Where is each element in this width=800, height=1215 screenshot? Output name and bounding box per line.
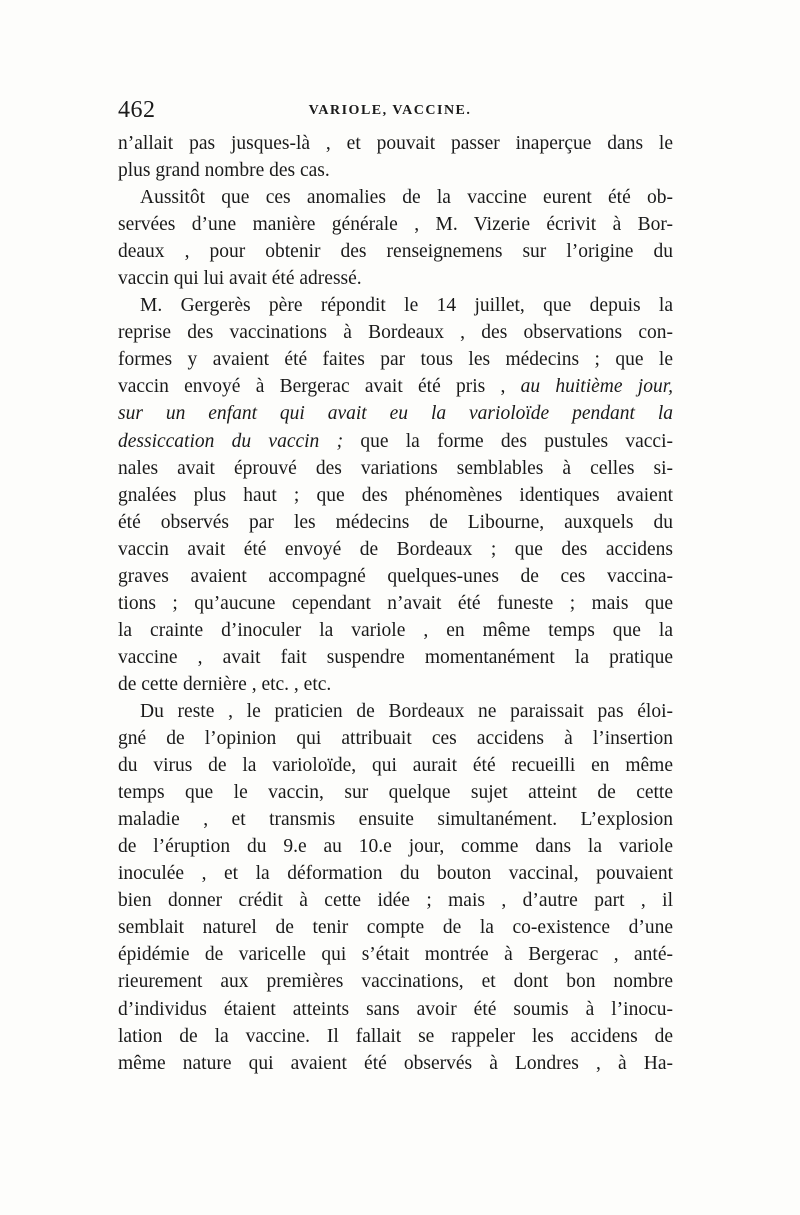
text-span: Du reste , le praticien de Bordeaux ne paraissait pas éloi- (140, 700, 673, 722)
italic-text: au huitième jour, (520, 376, 673, 398)
text-line (118, 644, 673, 671)
text-span: vaccin qui lui avait été adressé. (118, 268, 362, 290)
text-span: plus grand nombre des cas. (118, 160, 330, 182)
page-number: 462 (118, 97, 156, 123)
text-line (118, 563, 673, 590)
text-span: du virus de la varioloïde, qui aurait été recueilli en même (118, 755, 673, 777)
text-line (118, 752, 673, 779)
text-span: gnalées plus haut ; que des phénomènes identiques avaient (118, 484, 673, 506)
text-line (118, 779, 673, 806)
text-span: vaccin envoyé à Bergerac avait été pris , (118, 376, 521, 398)
text-line (118, 671, 673, 698)
text-line (118, 211, 673, 238)
text-line (118, 428, 673, 455)
text-span: maladie , et transmis ensuite simultanément. L’explosion (118, 809, 673, 831)
text-line (118, 941, 673, 968)
text-span: tions ; qu’aucune cependant n’avait été funeste ; mais que (118, 592, 673, 614)
text-line (118, 373, 673, 400)
text-line (118, 617, 673, 644)
running-head: VARIOLE, VACCINE. (308, 103, 472, 118)
text-span: n’allait pas jusques-là , et pouvait passer inaperçue dans le (118, 133, 673, 154)
text-line (118, 455, 673, 482)
text-line (118, 509, 673, 536)
text-span: été observés par les médecins de Libourne, auxquels du (118, 511, 673, 533)
body-text (118, 130, 673, 1077)
text-line (118, 292, 673, 319)
text-line (118, 914, 673, 941)
text-span: vaccin avait été envoyé de Bordeaux ; que des accidens (118, 538, 673, 560)
italic-text: sur un enfant qui avait eu la varioloïde pendant la (118, 403, 673, 425)
text-line (118, 400, 673, 427)
text-span: épidémie de varicelle qui s’était montrée à Bergerac , anté- (118, 944, 673, 966)
text-span: deaux , pour obtenir des renseignemens sur l’origine du (118, 241, 673, 263)
text-line (118, 1050, 673, 1077)
text-line (118, 698, 673, 725)
text-span: d’individus étaient atteints sans avoir été soumis à l’inocu- (118, 998, 673, 1020)
text-line (118, 860, 673, 887)
text-line (118, 319, 673, 346)
text-span: que la forme des pustules vacci- (343, 430, 673, 452)
text-line (118, 130, 673, 157)
text-span: graves avaient accompagné quelques-unes de ces vaccina- (118, 565, 673, 587)
text-span: la crainte d’inoculer la variole , en même temps que la (118, 619, 673, 641)
text-span: de l’éruption du 9.e au 10.e jour, comme dans la variole (118, 836, 673, 858)
text-line (118, 968, 673, 995)
text-span: nales avait éprouvé des variations semblables à celles si- (118, 457, 673, 479)
text-span: temps que le vaccin, sur quelque sujet atteint de cette (118, 782, 673, 804)
text-span: bien donner crédit à cette idée ; mais , d’autre part , il (118, 890, 673, 912)
text-line (118, 265, 673, 292)
text-span: Aussitôt que ces anomalies de la vaccine eurent été ob- (140, 187, 673, 209)
italic-text: dessiccation du vaccin ; (118, 430, 344, 452)
text-span: reprise des vaccinations à Bordeaux , des observations con- (118, 322, 673, 344)
text-line (118, 806, 673, 833)
text-span: de cette dernière , etc. , etc. (118, 673, 332, 695)
text-span: gné de l’opinion qui attribuait ces accidens à l’insertion (118, 728, 673, 750)
text-line (118, 887, 673, 914)
page-header (118, 97, 662, 125)
text-span: servées d’une manière générale , M. Vizerie écrivit à Bor- (118, 214, 673, 236)
text-span: formes y avaient été faites par tous les médecins ; que le (118, 349, 673, 371)
text-span: même nature qui avaient été observés à Londres , à Ha- (118, 1052, 673, 1074)
text-span: lation de la vaccine. Il fallait se rappeler les accidens de (118, 1025, 673, 1047)
text-line (118, 482, 673, 509)
text-span: vaccine , avait fait suspendre momentanément la pratique (118, 646, 673, 668)
text-line (118, 184, 673, 211)
text-line (118, 157, 673, 184)
text-span: M. Gergerès père répondit le 14 juillet, que depuis la (140, 295, 673, 317)
text-line (118, 536, 673, 563)
text-span: rieurement aux premières vaccinations, et dont bon nombre (118, 971, 673, 993)
text-line (118, 346, 673, 373)
text-line (118, 996, 673, 1023)
text-line (118, 238, 673, 265)
text-span: semblait naturel de tenir compte de la co-existence d’une (118, 917, 673, 939)
text-line (118, 1023, 673, 1050)
text-span: inoculée , et la déformation du bouton vaccinal, pouvaient (118, 863, 673, 885)
text-line (118, 590, 673, 617)
text-line (118, 833, 673, 860)
text-line (118, 725, 673, 752)
